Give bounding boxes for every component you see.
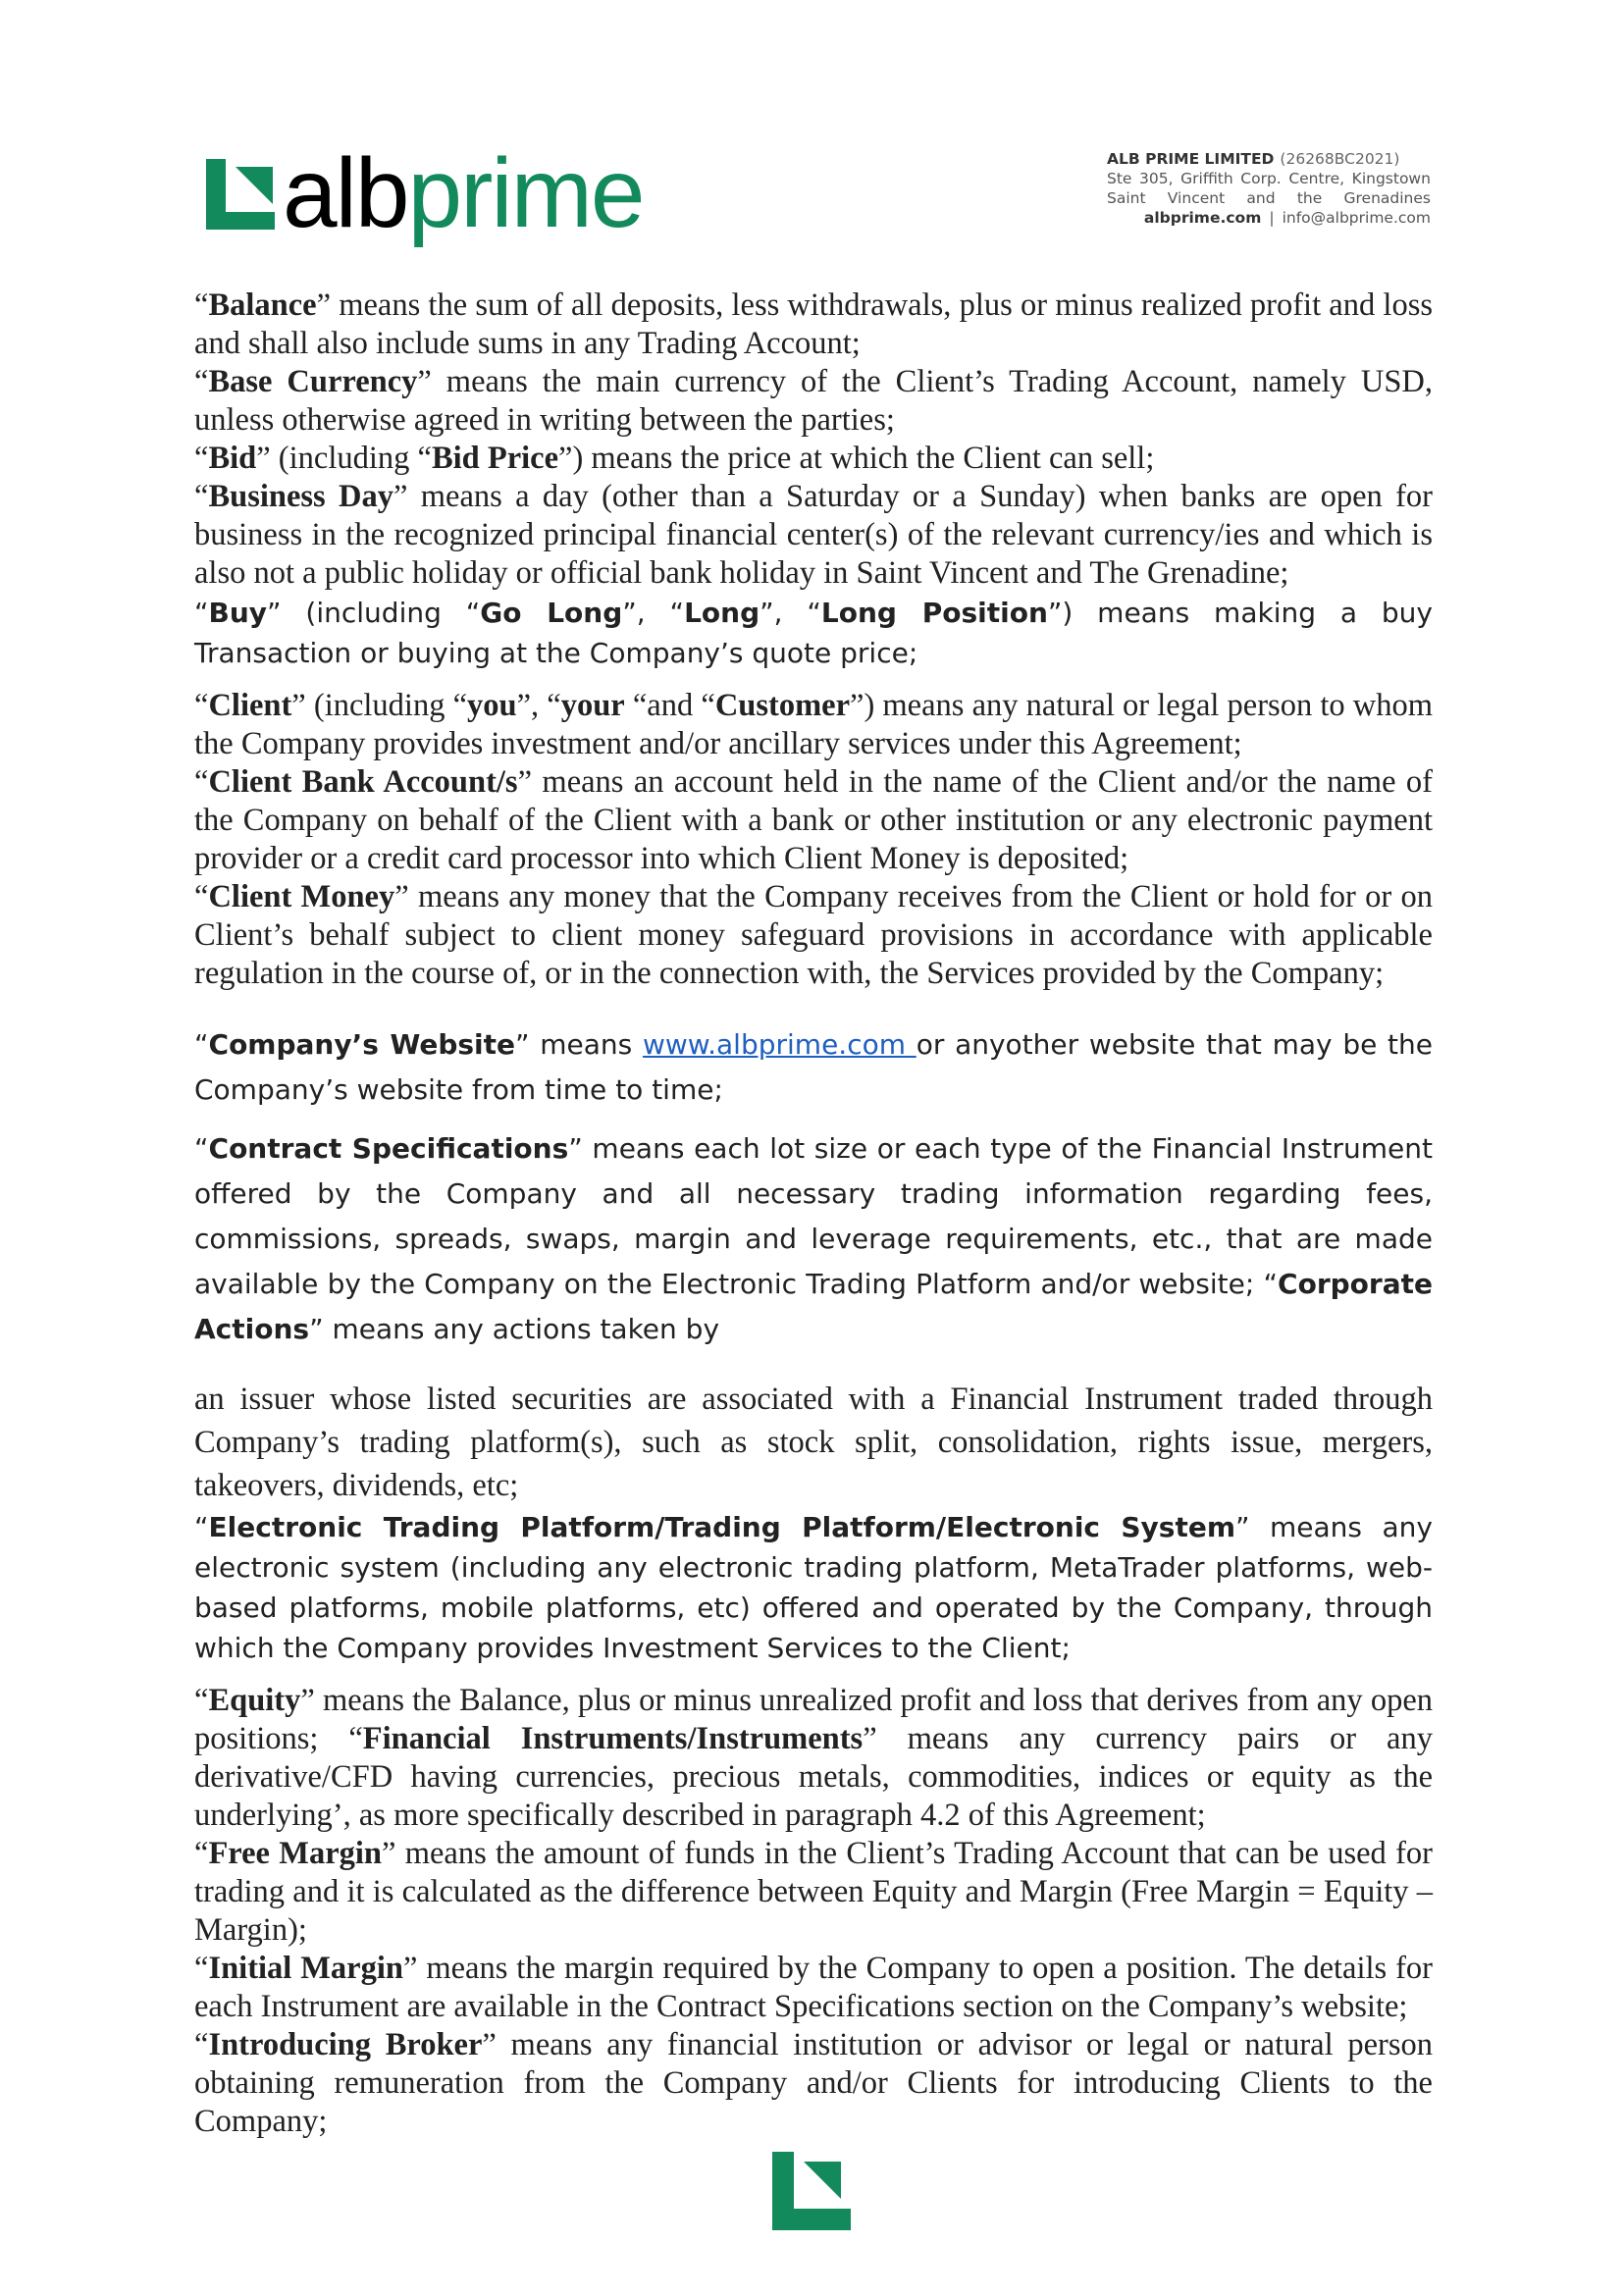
definition-initial-margin: “Initial Margin” means the margin required by the Company to open a position. The details for each Instrument are available in the Contract Specifications section on the Company’s website; (194, 1951, 1433, 2024)
company-address-line2: Saint Vincent and the Grenadines (1107, 189, 1431, 207)
definition-introducing-broker: “Introducing Broker” means any financial institution or advisor or legal or natural person obtaining remuneration from the Company and/or Clients for introducing Clients to the Company; (194, 2027, 1433, 2139)
definition-company-website: “Company’s Website” means www.albprime.com or anyother website that may be the Company’s website from time to time; (194, 1028, 1434, 1106)
definition-client: “Client” (including “you”, “your “and “Customer”) means any natural or legal person to whom the Company provides investment and/or ancillary services under this Agreement; (194, 688, 1434, 761)
company-info-block (1107, 149, 1431, 228)
definition-buy: “Buy” (including “Go Long”, “Long”, “Long Position”) means making a buy Transaction or buying at the Company’s quote price; (194, 597, 1433, 669)
definition-bid: “Bid” (including “Bid Price”) means the price at which the Client can sell; (194, 441, 1155, 476)
company-name: ALB PRIME LIMITED (1107, 150, 1275, 168)
logo-suffix: prime (407, 138, 644, 248)
company-registration: (26268BC2021) (1280, 150, 1400, 168)
definition-client-bank-account: “Client Bank Account/s” means an account held in the name of the Client and/or the name of the Company on behalf of the Client with a bank or other institution or any electronic payment provider or a credit card processor into which Client Money is deposited; (194, 764, 1434, 876)
company-email[interactable]: info@albprime.com (1282, 209, 1431, 227)
definitions-body (194, 287, 1433, 2141)
definition-base-currency: “Base Currency” means the main currency of the Client’s Trading Account, namely USD, unless otherwise agreed in writing between the parties; (194, 364, 1434, 438)
footer-logo-mark-icon (772, 2152, 851, 2230)
definition-balance: “Balance” means the sum of all deposits, less withdrawals, plus or minus realized profit and loss and shall also include sums in any Trading Account; (194, 287, 1433, 361)
definition-free-margin: “Free Margin” means the amount of funds in the Client’s Trading Account that can be used for trading and it is calculated as the difference between Equity and Margin (Free Margin = Equity – Margin); (194, 1836, 1433, 1948)
albprime-link[interactable]: www.albprime.com (642, 1028, 917, 1061)
definition-corporate-actions-continued: an issuer whose listed securities are associated with a Financial Instrument traded through Company’s trading platform(s), such as stock split, consolidation, rights issue, mergers, takeovers, dividends, etc; (194, 1382, 1433, 1503)
company-address-line1: Ste 305, Griffith Corp. Centre, Kingstown (1107, 170, 1431, 187)
company-logo (206, 138, 677, 253)
definition-electronic-trading-platform: “Electronic Trading Platform/Trading Platform/Electronic System” means any electronic system (including any electronic trading platform, MetaTrader platforms, web-based platforms, mobile platforms, etc) offered and operated by the Company, through which the Company provides Investment Services to the Client; (194, 1511, 1433, 1664)
definition-client-money: “Client Money” means any money that the Company receives from the Client or hold for or on Client’s behalf subject to client money safeguard provisions in accordance with applicable regulation in the course of, or in the connection with, the Services provided by the Company; (194, 879, 1433, 991)
definition-business-day: “Business Day” means a day (other than a Saturday or a Sunday) when banks are open for business in the recognized principal financial center(s) of the relevant currency/ies and which is also not a public holiday or official bank holiday in Saint Vincent and The Grenadine; (194, 479, 1433, 591)
company-contact-line: albprime.com | info@albprime.com (1143, 209, 1431, 227)
logo-mark-icon (206, 159, 275, 230)
company-website[interactable]: albprime.com (1143, 209, 1262, 227)
definition-contract-specifications: “Contract Specifications” means each lot size or each type of the Financial Instrument offered by the Company and all necessary trading information regarding fees, commissions, spreads, swaps, margin and leverage requirements, etc., that are made available by the Company on the Electronic Trading Platform and/or website; “Corporate Actions” means any actions taken by (194, 1132, 1433, 1345)
definition-equity: “Equity” means the Balance, plus or minus unrealized profit and loss that derives from any open positions; “Financial Instruments/Instruments” means any currency pairs or any derivative/CFD having currencies, precious metals, commodities, indices or equity as the underlying’, as more specifically described in paragraph 4.2 of this Agreement; (194, 1683, 1433, 1833)
logo-prefix: alb (283, 138, 408, 248)
logo-wordmark (283, 139, 644, 247)
